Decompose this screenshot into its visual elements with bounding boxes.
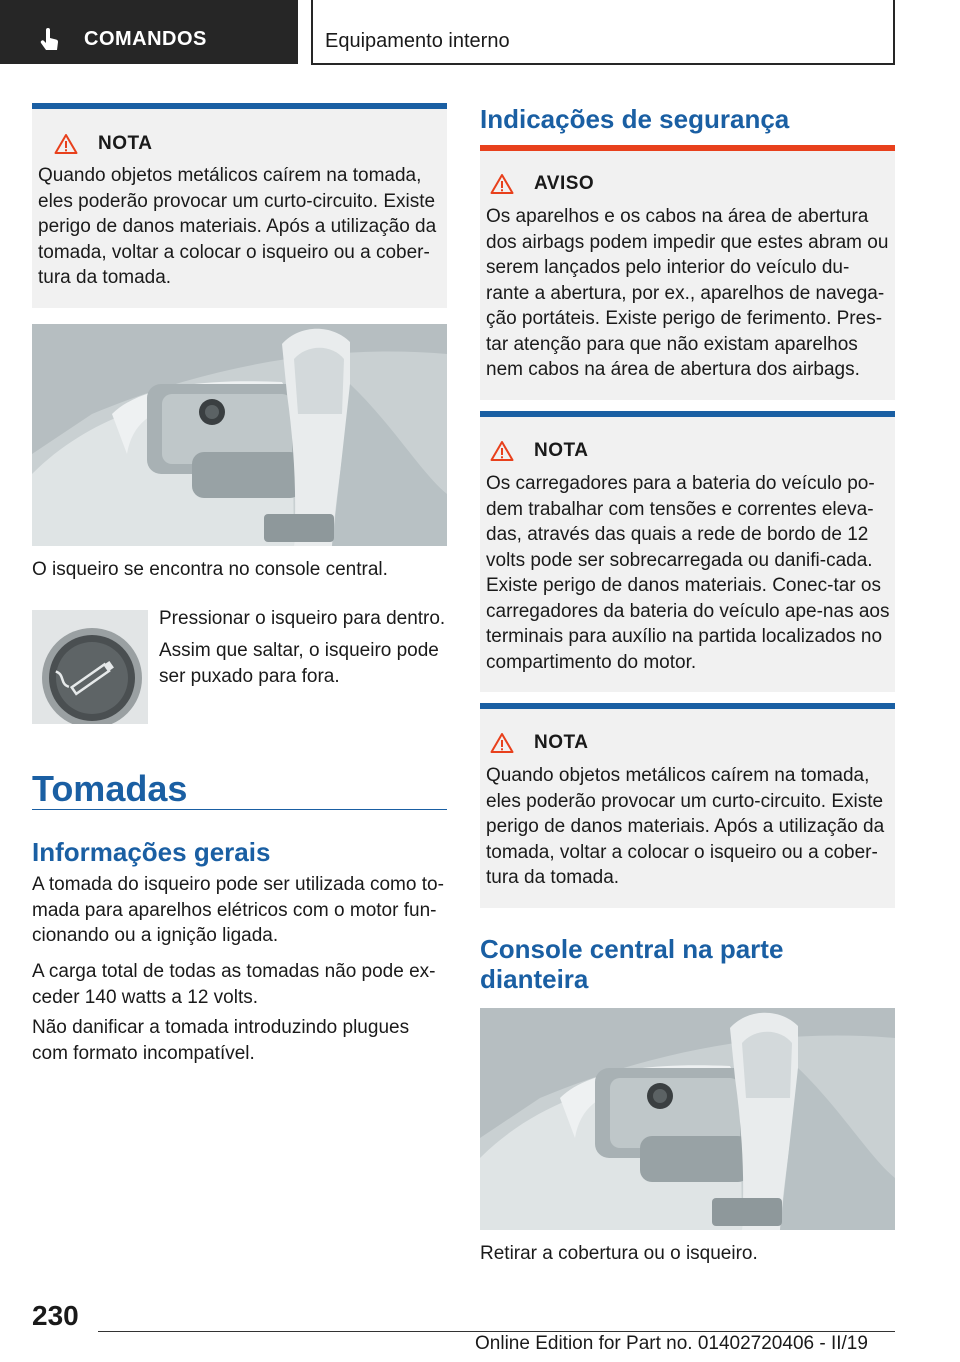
note-box bbox=[480, 411, 895, 692]
chapter-heading: Tomadas bbox=[32, 768, 188, 809]
note-bar bbox=[480, 411, 895, 417]
paragraph: A tomada do isqueiro pode ser utilizada como to-mada para aparelhos elétricos com o motor fun-cionando ou a ignição ligada. bbox=[32, 874, 444, 946]
section-heading: Informações gerais bbox=[32, 837, 271, 867]
center-console-image bbox=[480, 1008, 895, 1230]
instruction-step: Pressionar o isqueiro para dentro. bbox=[159, 608, 446, 629]
paragraph: Não danificar a tomada introduzindo plugues com formato incompatível. bbox=[32, 1017, 410, 1064]
paragraph: A carga total de todas as tomadas não pode ex-ceder 140 watts a 12 volts. bbox=[32, 961, 436, 1008]
warning-triangle-icon bbox=[490, 440, 514, 462]
section-tab bbox=[0, 0, 298, 64]
lighter-button-image bbox=[32, 610, 148, 724]
warning-triangle-icon bbox=[490, 732, 514, 754]
footer-rule bbox=[98, 1331, 895, 1332]
page-number: 230 bbox=[32, 1300, 79, 1331]
note-bar bbox=[480, 703, 895, 709]
header-divider bbox=[893, 0, 895, 64]
note-box bbox=[32, 103, 447, 308]
warning-triangle-icon bbox=[54, 133, 78, 155]
hand-pointer-icon bbox=[40, 28, 60, 52]
warning-bar bbox=[480, 145, 895, 151]
note-heading bbox=[490, 732, 588, 754]
warning-triangle-icon bbox=[490, 173, 514, 195]
note-bar bbox=[32, 103, 447, 109]
note-heading bbox=[490, 440, 588, 462]
chapter-title: Equipamento interno bbox=[325, 30, 510, 52]
note-text: Os carregadores para a bateria do veículo po-dem trabalhar com tensões e correntes eleva-das, através das quais a rede de bordo de 12 volts pode ser sobrecarregada ou danifi-cada. Existe perigo de danos materiais. Conec-tar os carregadores da bateria do veículo ape-nas aos terminais para auxílio na partida localizados no compartimento do motor. bbox=[486, 473, 890, 673]
section-heading: Indicações de segurança bbox=[480, 104, 790, 134]
note-label: NOTA bbox=[534, 440, 589, 461]
note-text: Quando objetos metálicos caírem na tomada, eles poderão provocar um curto-circuito. Existe perigo de danos materiais. Após a utilização da tomada, voltar a colocar o isqueiro ou a cober-tura da tomada. bbox=[38, 165, 437, 288]
note-label: NOTA bbox=[534, 732, 589, 753]
note-box bbox=[480, 703, 895, 908]
edition-text: Online Edition for Part no. 01402720406 - II/19 bbox=[475, 1333, 868, 1354]
image-caption: O isqueiro se encontra no console central. bbox=[32, 559, 388, 580]
note-heading bbox=[54, 133, 152, 155]
warning-heading bbox=[490, 173, 594, 195]
image-caption: Retirar a cobertura ou o isqueiro. bbox=[480, 1243, 758, 1264]
center-console-image bbox=[32, 324, 447, 546]
note-label: NOTA bbox=[98, 133, 153, 154]
section-heading: Console central na parte dianteira bbox=[480, 934, 784, 994]
warning-label: AVISO bbox=[534, 173, 595, 194]
warning-text: Os aparelhos e os cabos na área de abertura dos airbags podem impedir que estes abram ou serem lançados pelo interior do veículo du-rante a abertura, por ex., aparelhos de navega-ção portáteis. Existe perigo de ferimento. Pres-tar atenção para que não existam aparelhos nem cabos na área de abertura dos airbags. bbox=[486, 206, 889, 380]
section-label: COMANDOS bbox=[84, 28, 207, 50]
instruction-step: Assim que saltar, o isqueiro pode ser puxado para fora. bbox=[159, 640, 439, 687]
note-text: Quando objetos metálicos caírem na tomada, eles poderão provocar um curto-circuito. Existe perigo de danos materiais. Após a utilização da tomada, voltar a colocar o isqueiro ou a cober-tura da tomada. bbox=[486, 765, 885, 888]
header-rule bbox=[311, 63, 895, 65]
warning-box bbox=[480, 145, 895, 400]
header-divider bbox=[311, 0, 313, 64]
heading-rule bbox=[32, 809, 447, 810]
